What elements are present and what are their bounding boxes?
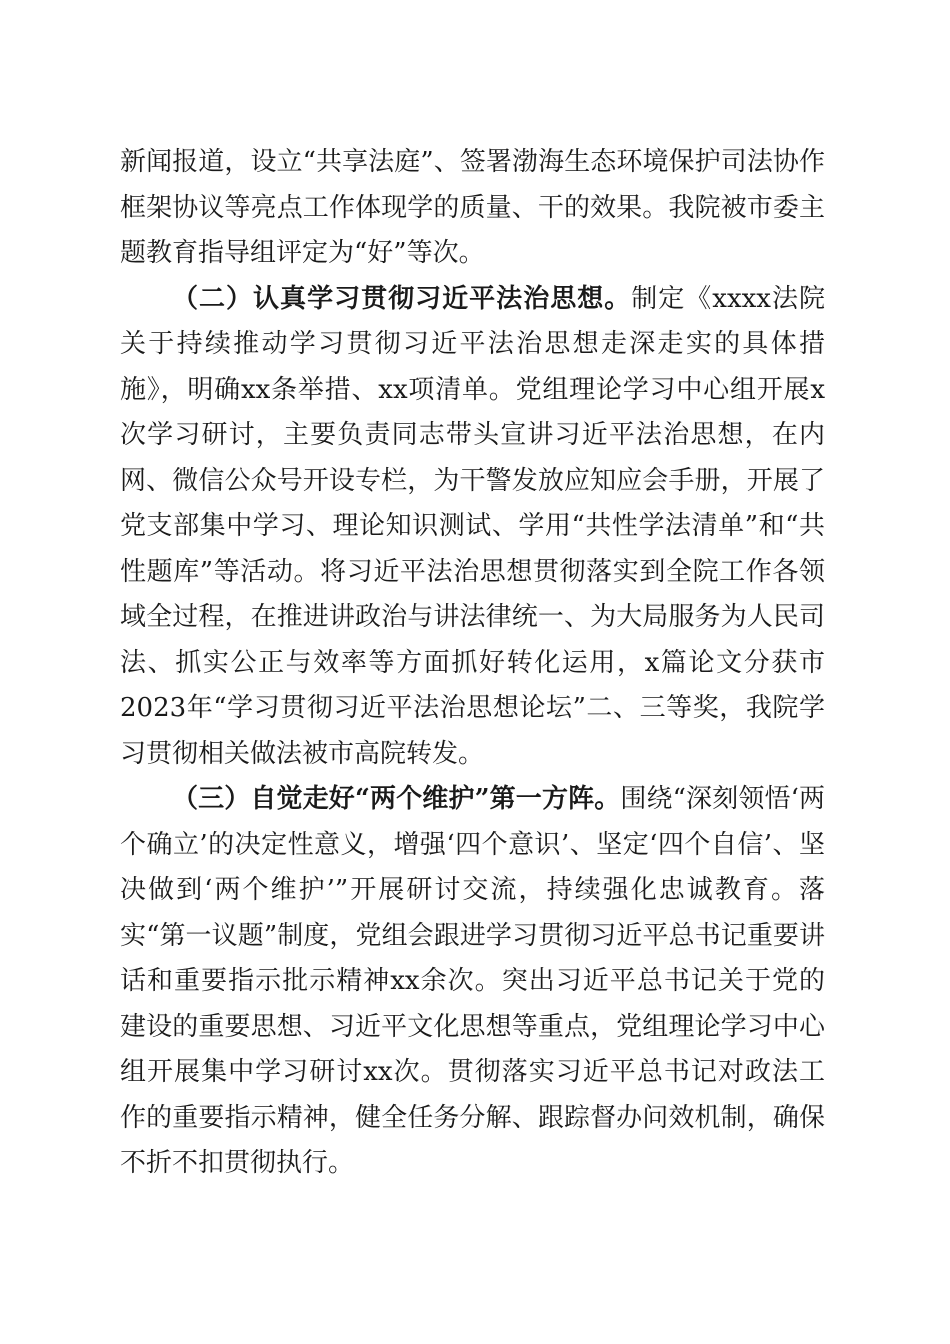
section-heading: （二）认真学习贯彻习近平法治思想。 [172,283,632,314]
paragraph-text: 制定《xxxx法院关于持续推动学习贯彻习近平法治思想走深走实的具体措施》，明确xx条举措、xx项清单。党组理论学习中心组开展x次学习研讨，主要负责同志带头宣讲习近平法治思想，在内网、微信公众号开设专栏，为干警发放应知应会手册，开展了党支部集中学习、理论知识测试、学用“共性学法清单”和“共性题库”等活动。将习近平法治思想贯彻落实到全院工作各领域全过程，在推进讲政治与讲法律统一、为大局服务为人民司法、抓实公正与效率等方面抓好转化运用，x篇论文分获市2023年“学习贯彻习近平法治思想论坛”二、三等奖，我院学习贯彻相关做法被市高院转发。 [120,283,825,769]
section-heading: （三）自觉走好“两个维护”第一方阵。 [172,784,621,814]
paragraph-section-3 [120,777,825,1187]
paragraph-continuation [120,140,825,277]
paragraph-section-2 [120,277,825,778]
document-body [120,140,825,1187]
paragraph-text: 新闻报道，设立“共享法庭”、签署渤海生态环境保护司法协作框架协议等亮点工作体现学的质量、干的效果。我院被市委主题教育指导组评定为“好”等次。 [120,147,825,268]
paragraph-text: 围绕“深刻领悟‘两个确立’的决定性意义，增强‘四个意识’、坚定‘四个自信’、坚决做到‘两个维护’”开展研讨交流，持续强化忠诚教育。落实“第一议题”制度，党组会跟进学习贯彻习近平总书记重要讲话和重要指示批示精神xx余次。突出习近平总书记关于党的建设的重要思想、习近平文化思想等重点，党组理论学习中心组开展集中学习研讨xx次。贯彻落实习近平总书记对政法工作的重要指示精神，健全任务分解、跟踪督办问效机制，确保不折不扣贯彻执行。 [120,784,825,1178]
